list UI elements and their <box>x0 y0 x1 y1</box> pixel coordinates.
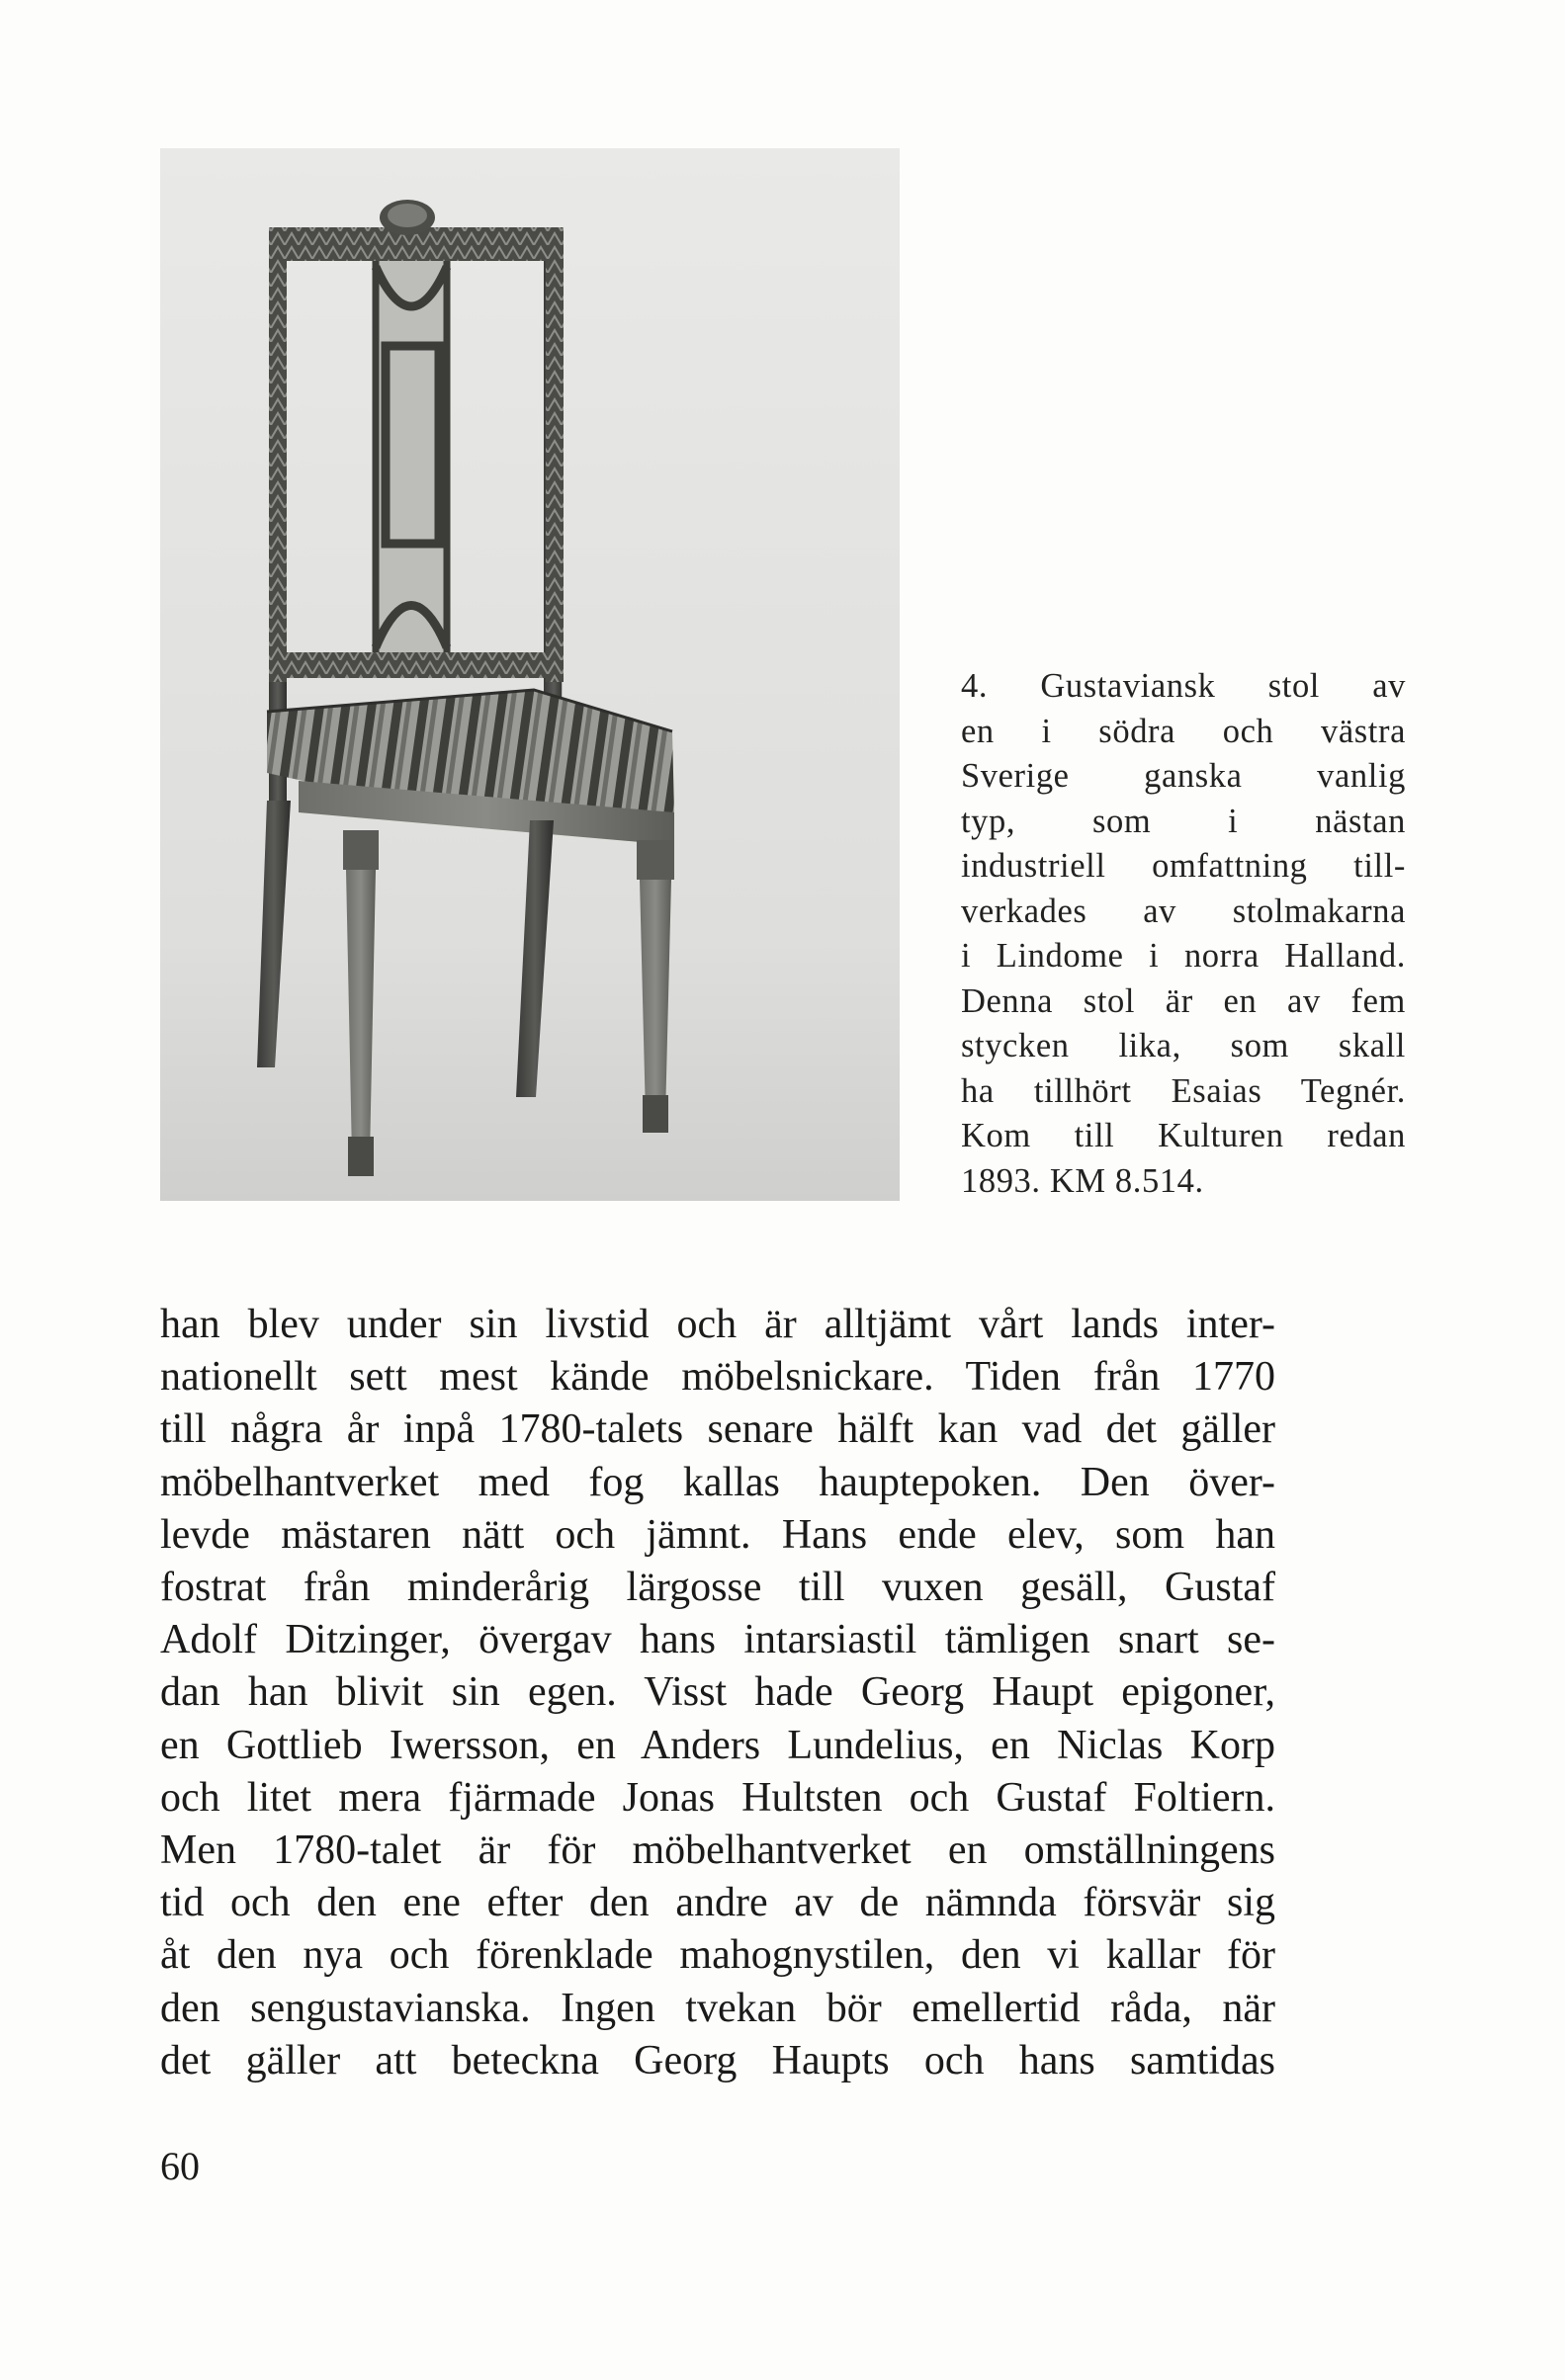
caption-line: 4. Gustaviansk stol av <box>961 667 1406 705</box>
chair-photograph <box>160 148 900 1201</box>
caption-line: 1893. KM 8.514. <box>961 1161 1204 1200</box>
body-line: till några år inpå 1780-talets senare hälft kan vad det gäller <box>160 1406 1275 1453</box>
caption-line: Denna stol är en av fem <box>961 981 1406 1020</box>
body-line: den sengustavianska. Ingen tvekan bör emellertid råda, när <box>160 1985 1275 2031</box>
body-line: han blev under sin livstid och är alltjämt vårt lands inter- <box>160 1302 1275 1347</box>
body-line: nationellt sett mest kände möbelsnickare. Tiden från 1770 <box>160 1354 1275 1401</box>
body-paragraph <box>160 1299 1275 2087</box>
body-line: levde mästaren nätt och jämnt. Hans ende elev, som han <box>160 1511 1275 1558</box>
caption-line: typ, som i nästan <box>961 802 1406 840</box>
caption-line: i Lindome i norra Halland. <box>961 937 1406 975</box>
chair-illustration <box>160 148 900 1201</box>
caption-line: en i södra och västra <box>961 712 1406 750</box>
body-line: åt den nya och förenklade mahognystilen, den vi kallar för <box>160 1932 1275 1979</box>
body-line: Adolf Ditzinger, övergav hans intarsiastil tämligen snart se- <box>160 1617 1275 1663</box>
figure-caption <box>961 664 1406 1204</box>
caption-line: ha tillhört Esaias Tegnér. <box>961 1071 1406 1110</box>
caption-line: Kom till Kulturen redan <box>961 1117 1406 1154</box>
chair-lower-back-rail <box>287 652 546 678</box>
chair-back-splat <box>373 261 450 652</box>
caption-line: Sverige ganska vanlig <box>961 757 1406 795</box>
caption-line: industriell omfattning till- <box>961 847 1406 885</box>
body-line: dan han blivit sin egen. Visst hade Georg Haupt epigoner, <box>160 1669 1275 1716</box>
body-line: det gäller att beteckna Georg Haupts och hans samtidas <box>160 2037 1275 2083</box>
body-line: tid och den ene efter den andre av de nämnda försvär sig <box>160 1880 1275 1926</box>
body-line: Men 1780-talet är för möbelhantverket en omställningens <box>160 1828 1275 1874</box>
caption-line: stycken lika, som skall <box>961 1027 1406 1064</box>
caption-line: verkades av stolmakarna <box>961 892 1406 930</box>
body-line: en Gottlieb Iwersson, en Anders Lundelius, en Niclas Korp <box>160 1722 1275 1768</box>
body-line: fostrat från minderårig lärgosse till vuxen gesäll, Gustaf <box>160 1565 1275 1611</box>
body-line: möbelhantverket med fog kallas hauptepoken. Den över- <box>160 1459 1275 1505</box>
page-number: 60 <box>160 2144 200 2188</box>
body-line: och litet mera fjärmade Jonas Hultsten och Gustaf Foltiern. <box>160 1774 1275 1821</box>
